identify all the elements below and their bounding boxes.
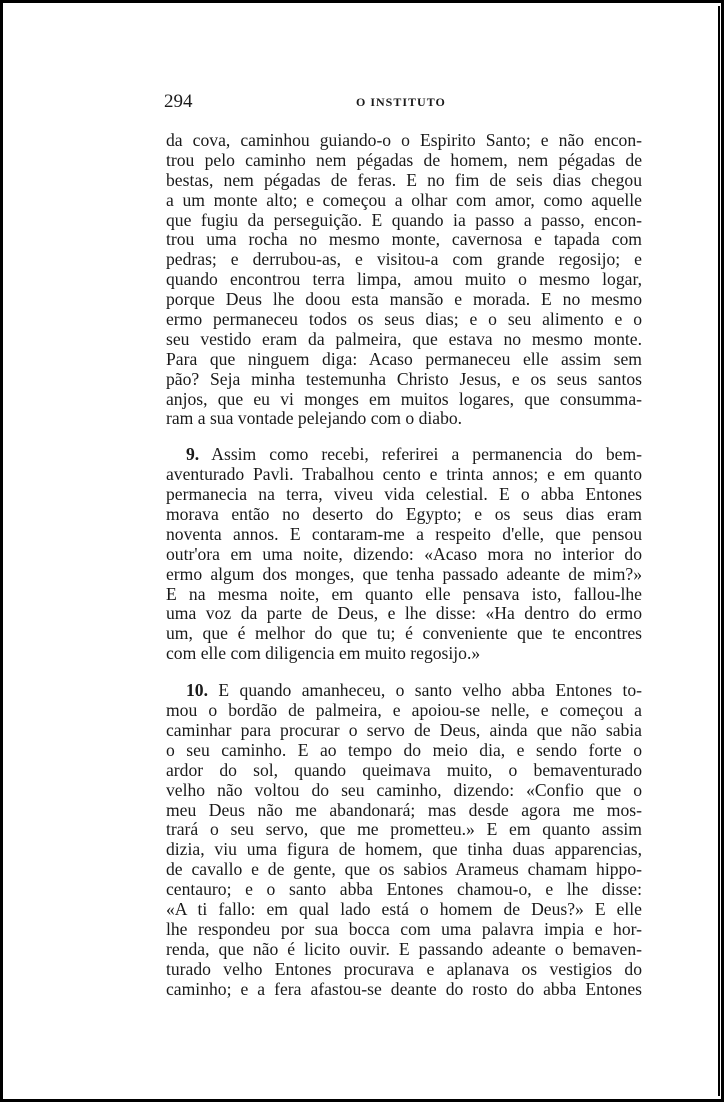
page-edge-line: [718, 6, 720, 1096]
text-line: pedras; e derrubou-as, e visitou-a com grande regosijo; e: [166, 249, 642, 270]
text-line: pão? Seja minha testemunha Christo Jesus, e os seus santos: [166, 368, 642, 389]
text-line: turado velho Entones procurava e aplanava os vestigios do: [166, 958, 642, 979]
text-line: seu vestido eram da palmeira, que estava no mesmo monte.: [166, 328, 642, 349]
text-line: noventa annos. E contaram-me a respeito d'elle, que pensou: [166, 523, 642, 544]
paragraph-number: 9.: [186, 444, 200, 465]
page-number: 294: [164, 91, 193, 112]
text-line: Para que ninguem diga: Acaso permaneceu elle assim sem: [166, 348, 642, 369]
text-line: meu Deus não me abandonará; mas desde agora me mos-: [166, 799, 642, 820]
text-line: caminhar para procurar o servo de Deus, ainda que não sabia: [166, 719, 642, 740]
text-line-first: [166, 445, 642, 465]
text-line: que fugiu da perseguição. E quando ia passo a passo, encon-: [166, 209, 642, 230]
text-line: outr'ora em uma noite, dizendo: «Acaso mora no interior do: [166, 543, 642, 564]
text-line: o seu caminho. E ao tempo do meio dia, e sendo forte o: [166, 739, 642, 760]
page-header: [166, 93, 642, 115]
text-line: velho não voltou do seu caminho, dizendo: «Confio que o: [166, 779, 642, 800]
text-line: lhe respondeu por sua bocca com uma palavra impia e hor-: [166, 918, 642, 939]
text-line-first: [166, 681, 642, 701]
text-line: morava então no deserto do Egypto; e os seus dias eram: [166, 504, 642, 525]
text-line: ermo algum dos monges, que tenha passado adeante de mim?»: [166, 563, 642, 584]
text-line: E quando amanheceu, o santo velho abba Entones to-: [218, 680, 642, 701]
text-line: aventurado Pavli. Trabalhou cento e trinta annos; e em quanto: [166, 464, 642, 485]
text-line: «A ti fallo: em qual lado está o homem de Deus?» E elle: [166, 898, 642, 919]
text-line: bestas, nem pégadas de feras. E no fim de seis dias chegou: [166, 169, 642, 190]
text-line: permanecia na terra, viveu vida celestial. E o abba Entones: [166, 484, 642, 505]
text-line: centauro; e o santo abba Entones chamou-o, e lhe disse:: [166, 879, 642, 900]
paragraph-9: [166, 445, 642, 664]
running-title: O INSTITUTO: [356, 95, 446, 109]
text-line: Assim como recebi, referirei a permanencia do bem-: [211, 444, 642, 465]
text-line: mou o bordão de palmeira, e apoiou-se nelle, e começou a: [166, 700, 642, 721]
text-line: ermo permaneceu todos os seus dias; e o seu alimento e o: [166, 309, 642, 330]
text-line: caminho; e a fera afastou-se deante do rosto do abba Entones: [166, 978, 642, 999]
paragraph-number: 10.: [186, 680, 208, 701]
text-line: trou uma rocha no mesmo monte, cavernosa e tapada com: [166, 229, 642, 250]
text-line: com elle com diligencia em muito regosijo.»: [166, 643, 481, 664]
text-line: renda, que não é licito ouvir. E passando adeante o bemaven-: [166, 938, 642, 959]
paragraph-10: [166, 681, 642, 999]
book-page: [166, 93, 642, 1015]
text-line: anjos, que eu vi monges em muitos logares, que consumma-: [166, 388, 642, 409]
text-line: ardor do sol, quando queimava muito, o bemaventurado: [166, 759, 642, 780]
text-line: quando encontrou terra limpa, amou muito o mesmo logar,: [166, 269, 642, 290]
text-line: de cavallo e de gente, que os sabios Arameus chamam hippo-: [166, 859, 642, 880]
text-line: ram a sua vontade pelejando com o diabo.: [166, 408, 463, 429]
text-line: dizia, viu uma figura de homem, que tinha duas apparencias,: [166, 839, 642, 860]
text-line: E na mesma noite, em quanto elle pensava isto, fallou-lhe: [166, 583, 642, 604]
text-line: porque Deus lhe doou esta mansão e morada. E no mesmo: [166, 289, 642, 310]
text-line: um, que é melhor do que tu; é conveniente que te encontres: [166, 623, 642, 644]
text-line: da cova, caminhou guiando-o o Espirito Santo; e não encon-: [166, 130, 642, 150]
text-line: uma voz da parte de Deus, e lhe disse: «Ha dentro do ermo: [166, 603, 642, 624]
text-line: a um monte alto; e começou a olhar com amor, como aquelle: [166, 189, 642, 210]
paragraph-continuation: [166, 131, 642, 429]
text-line: trará o seu servo, que me prometteu.» E em quanto assim: [166, 819, 642, 840]
text-line: trou pelo caminho nem pégadas de homem, nem pégadas de: [166, 149, 642, 170]
